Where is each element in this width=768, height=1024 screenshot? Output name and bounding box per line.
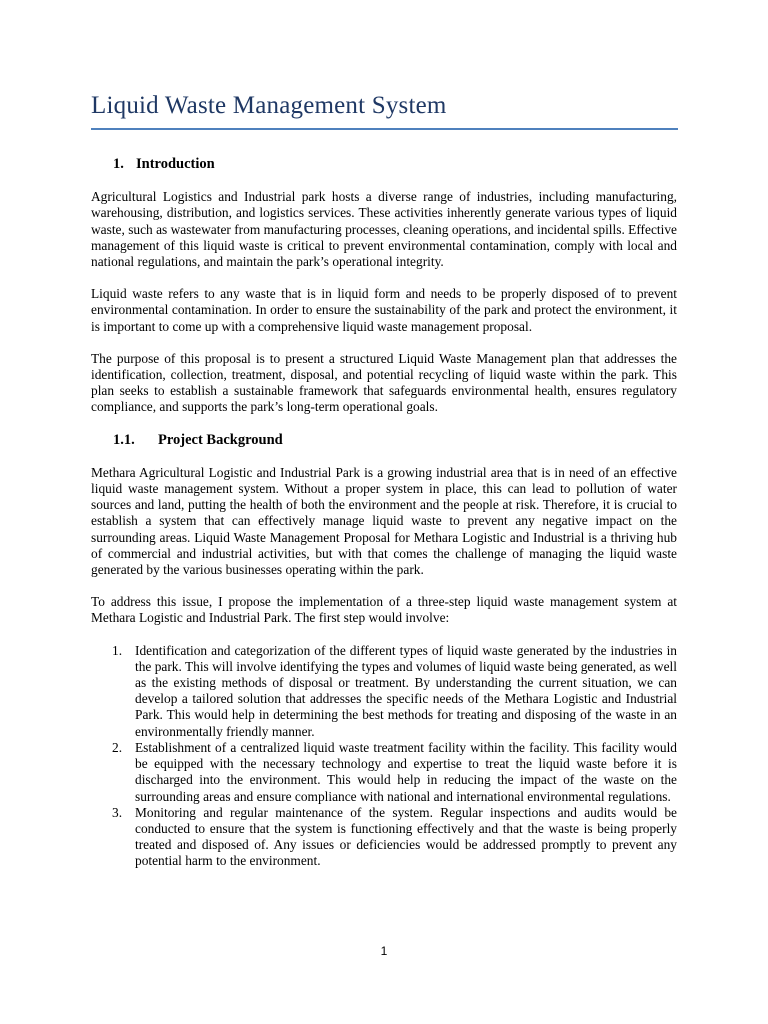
document-title: Liquid Waste Management System <box>91 92 447 119</box>
document-body <box>91 156 677 870</box>
proposal-steps-list <box>91 643 677 870</box>
section-heading-project-background <box>113 432 677 448</box>
subsection-title: Project Background <box>158 431 283 448</box>
section-heading-introduction <box>113 156 677 172</box>
intro-paragraph-2: Liquid waste refers to any waste that is in liquid form and needs to be properly disposed of to prevent environmental contamination. In order to ensure the sustainability of the park and protect the environment, it is important to come up with a comprehensive liquid waste management proposal. <box>91 286 677 334</box>
subsection-number: 1.1. <box>113 431 135 448</box>
background-paragraph-2: To address this issue, I propose the implementation of a three-step liquid waste management system at Methara Logistic and Industrial Park. The first step would involve: <box>91 594 677 626</box>
list-item-text: Identification and categorization of the different types of liquid waste generated by the industries in the park. This will involve identifying the types and volumes of liquid waste being generated, as well as the existing methods of disposal or treatment. By understanding the current situation, we can develop a tailored solution that addresses the specific needs of the Methara Logistic and Industrial Park. This would help in determining the best methods for treating and disposing of the waste in an environmentally friendly manner. <box>135 642 677 739</box>
page-number: 1 <box>380 944 388 958</box>
intro-paragraph-3: The purpose of this proposal is to present a structured Liquid Waste Management plan that addresses the identification, collection, treatment, disposal, and potential recycling of liquid waste within the park. This plan seeks to establish a sustainable framework that safeguards environmental health, ensures regulatory compliance, and supports the park’s long-term operational goals. <box>91 350 677 415</box>
list-item-text: Establishment of a centralized liquid waste treatment facility within the facility. This facility would be equipped with the necessary technology and expertise to treat the liquid waste before it is discharged into the environment. This would help in reducing the impact of the waste on the surrounding areas and ensure compliance with national and international environmental regulations. <box>135 739 677 804</box>
section-title: Introduction <box>136 156 215 172</box>
background-paragraph-1: Methara Agricultural Logistic and Industrial Park is a growing industrial area that is in need of an effective liquid waste management system. Without a proper system in place, this can lead to pollution of water sources and land, putting the health of both the environment and the people at risk. Therefore, it is crucial to establish a system that can effectively manage liquid waste to prevent any negative impact on the surrounding areas. Liquid Waste Management Proposal for Methara Logistic and Industrial is a thriving hub of commercial and industrial activities, but with that comes the challenge of managing the liquid waste generated by the various businesses operating within the park. <box>91 464 677 578</box>
list-item-number: 1. <box>112 642 123 658</box>
list-item-text: Monitoring and regular maintenance of the system. Regular inspections and audits would be conducted to ensure that the system is functioning effectively and that the waste is being properly treated and disposed of. Any issues or deficiencies would be addressed promptly to prevent any potential harm to the environment. <box>135 804 677 869</box>
list-item-number: 2. <box>112 739 123 755</box>
title-underline <box>91 128 678 130</box>
list-item-number: 3. <box>112 804 123 820</box>
list-item <box>91 643 677 740</box>
section-number: 1. <box>113 156 124 172</box>
list-item <box>91 740 677 805</box>
list-item <box>91 805 677 870</box>
intro-paragraph-1: Agricultural Logistics and Industrial park hosts a diverse range of industries, including manufacturing, warehousing, distribution, and logistics services. These activities inherently generate various types of liquid waste, such as wastewater from manufacturing processes, cleaning operations, and incidental spills. Effective management of this liquid waste is critical to prevent environmental contamination, comply with local and national regulations, and maintain the park’s operational integrity. <box>91 189 677 270</box>
